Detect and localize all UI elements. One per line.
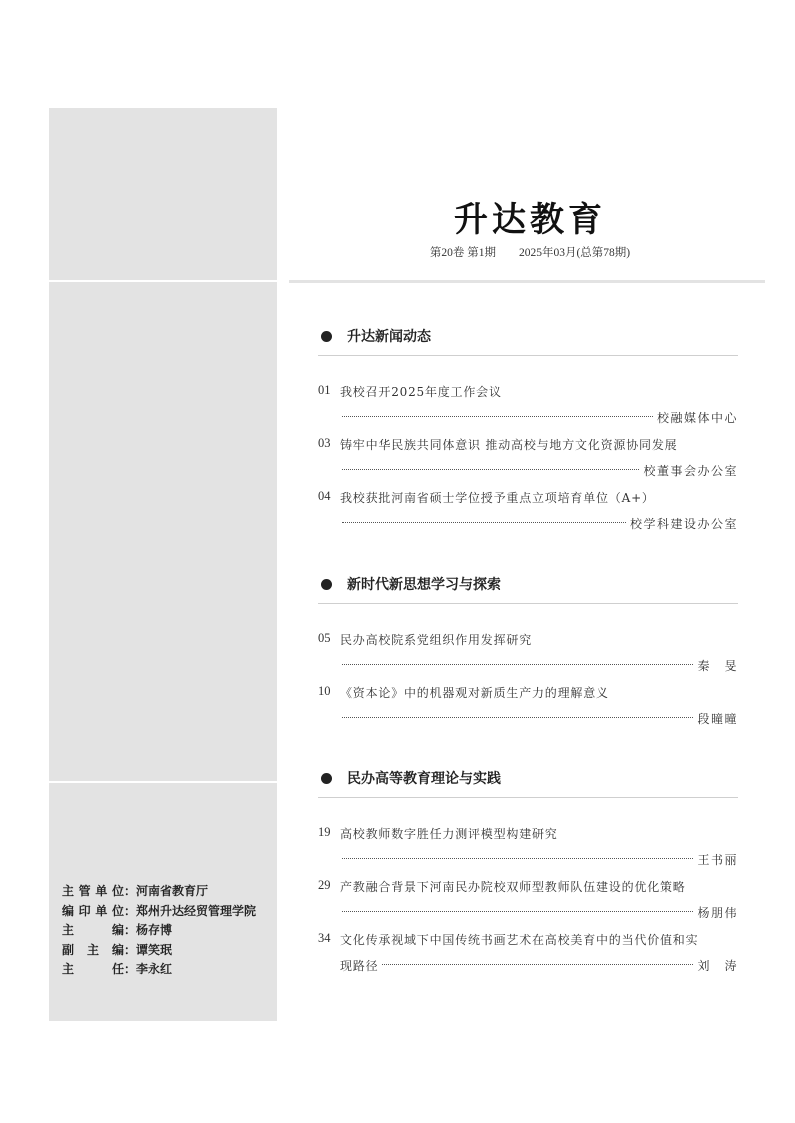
- header-divider: [289, 280, 765, 283]
- section-title: 升达新闻动态: [347, 329, 431, 345]
- dot-leader: [342, 657, 693, 665]
- editorial-credits: [62, 882, 256, 980]
- section-divider: [318, 603, 738, 604]
- toc-entry[interactable]: [318, 436, 738, 489]
- entry-author: 王书丽: [697, 853, 738, 867]
- page-number: 19: [318, 825, 331, 839]
- page-number: 10: [318, 684, 331, 698]
- entry-author: 秦 旻: [697, 659, 738, 673]
- page-number: 29: [318, 878, 331, 892]
- toc-entry[interactable]: [318, 489, 738, 542]
- page-number: 05: [318, 631, 331, 645]
- dot-leader: [342, 462, 639, 470]
- entry-title: 我校获批河南省硕士学位授予重点立项培育单位（A+）: [340, 491, 655, 505]
- toc-entry[interactable]: [318, 931, 738, 984]
- credit-label: 主 管 单 位: [62, 884, 124, 898]
- section-news: [318, 324, 738, 542]
- journal-title: 升达教育: [454, 200, 606, 240]
- credit-row: 副 主 编 ： 谭笑珉: [62, 941, 256, 961]
- issue-info: 第20卷 第1期 2025年03月(总第78期): [429, 247, 631, 259]
- credit-label: 主 任: [62, 962, 124, 976]
- credit-label: 编 印 单 位: [62, 903, 124, 918]
- entry-author: 校融媒体中心: [656, 411, 738, 425]
- dot-leader: [342, 851, 693, 859]
- dot-leader: [342, 904, 693, 912]
- toc-entry[interactable]: [318, 878, 738, 931]
- entry-author: 杨朋伟: [697, 906, 738, 920]
- credit-row: 编 印 单 位 ： 郑州升达经贸管理学院: [62, 902, 256, 922]
- toc-entry[interactable]: [318, 631, 738, 684]
- entry-title-continued: 现路径: [340, 959, 379, 973]
- credit-value: 郑州升达经贸管理学院: [136, 903, 257, 918]
- credit-row: 主 管 单 位 ： 河南省教育厅: [62, 882, 256, 902]
- entry-title: 我校召开2025年度工作会议: [340, 385, 502, 399]
- entry-author: 校董事会办公室: [643, 464, 738, 478]
- toc-entry[interactable]: [318, 825, 738, 878]
- entry-title: 民办高校院系党组织作用发挥研究: [340, 633, 533, 647]
- section-header: [318, 572, 738, 596]
- sidebar-top-panel: [49, 108, 277, 280]
- credit-value: 李永红: [136, 962, 173, 976]
- credit-value: 河南省教育厅: [136, 884, 209, 898]
- entry-author: 校学科建设办公室: [629, 517, 738, 531]
- section-theory: [318, 572, 738, 737]
- section-title: 民办高等教育理论与实践: [347, 771, 501, 787]
- credit-row: 主 编 ： 杨存博: [62, 921, 256, 941]
- credit-row: 主 任 ： 李永红: [62, 960, 256, 980]
- bullet-icon: [321, 331, 332, 342]
- page-number: 04: [318, 489, 331, 503]
- page-number: 03: [318, 436, 331, 450]
- dot-leader: [342, 409, 653, 417]
- sidebar-middle-panel: [49, 282, 277, 781]
- entry-title: 高校教师数字胜任力测评模型构建研究: [340, 827, 558, 841]
- entry-author: 刘 涛: [697, 959, 738, 973]
- section-title: 新时代新思想学习与探索: [347, 577, 501, 593]
- entry-title: 《资本论》中的机器观对新质生产力的理解意义: [340, 686, 609, 700]
- entry-title: 文化传承视域下中国传统书画艺术在高校美育中的当代价值和实: [340, 933, 699, 947]
- toc-entry[interactable]: [318, 383, 738, 436]
- entry-title: 产教融合背景下河南民办院校双师型教师队伍建设的优化策略: [340, 880, 686, 894]
- section-divider: [318, 797, 738, 798]
- page-number: 34: [318, 931, 331, 945]
- section-header: [318, 324, 738, 348]
- entry-title: 铸牢中华民族共同体意识 推动高校与地方文化资源协同发展: [340, 438, 678, 452]
- dot-leader: [342, 710, 693, 718]
- entry-author: 段曈曈: [697, 712, 738, 726]
- bullet-icon: [321, 773, 332, 784]
- section-practice: [318, 766, 738, 984]
- section-header: [318, 766, 738, 790]
- dot-leader: [382, 957, 693, 965]
- dot-leader: [342, 515, 626, 523]
- page-number: 01: [318, 383, 331, 397]
- credit-label: 主 编: [62, 923, 124, 937]
- credit-label: 副 主 编: [62, 942, 124, 957]
- credit-value: 杨存博: [136, 923, 173, 937]
- toc-entry[interactable]: [318, 684, 738, 737]
- credit-value: 谭笑珉: [136, 942, 173, 957]
- bullet-icon: [321, 579, 332, 590]
- section-divider: [318, 355, 738, 356]
